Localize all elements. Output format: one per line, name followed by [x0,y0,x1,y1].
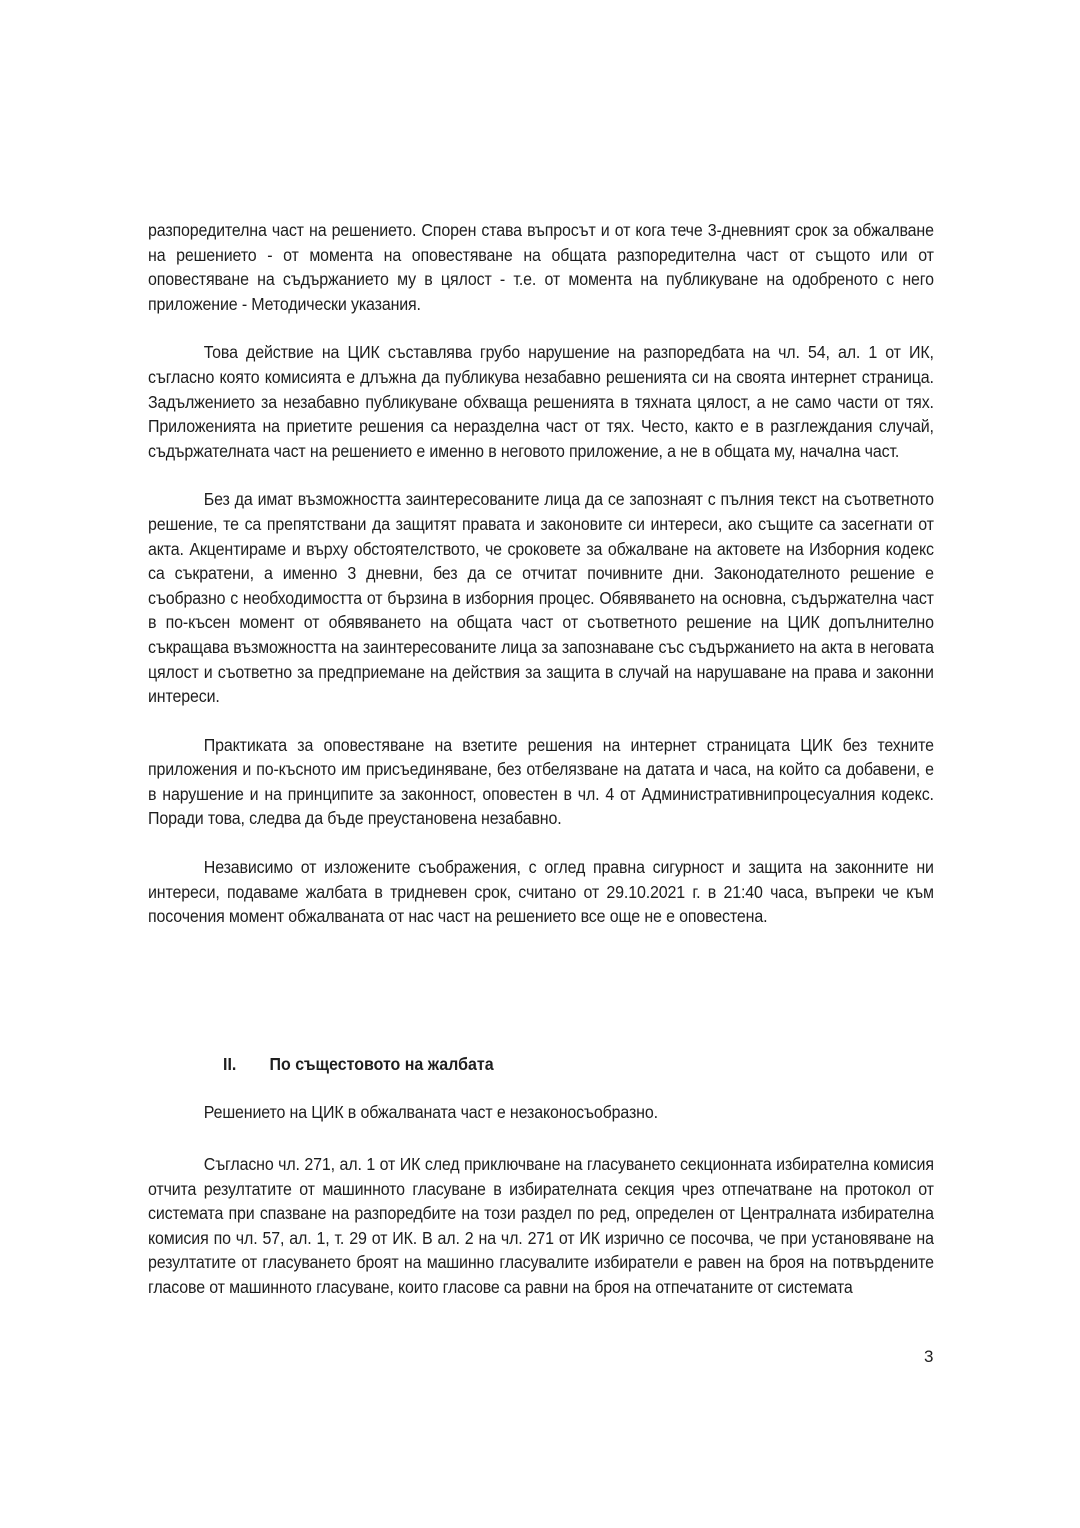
paragraph-2: Това действие на ЦИК съставлява грубо нарушение на разпоредбата на чл. 54, ал. 1 от ИК, съгласно която комисията е длъжна да публикува незабавно решенията си на своята интернет страница. Задължението за незабавно публикуване обхваща решенията в тяхната цялост, а не само части от тях. Приложенията на приетите решения са неразделна част от тях. Често, както е в разглеждания случай, съдържателната част на решението е именно в неговото приложение, а не в общата му, начална част. [148,342,934,461]
document-page [148,218,934,1297]
section-number: II. [223,1054,237,1074]
page-number: 3 [924,1347,934,1366]
paragraph-5: Независимо от изложените съображения, с оглед правна сигурност и защита на законните ни интереси, подаваме жалбата в тридневен срок, считано от 29.10.2021 г. в 21:40 часа, въпреки че към посочения момент обжалваната от нас част на решението все още не е оповестена. [148,857,934,927]
section-title: По същестовото на жалбата [269,1054,494,1074]
paragraph-3: Без да имат възможността заинтересованите лица да се запознаят с пълния текст на съответното решение, те са препятствани да защитят правата и законовите си интереси, ако същите са засегнати от акта. Акцентираме и върху обстоятелството, че сроковете за обжалване на актовете на Изборния кодекс са съкратени, а именно 3 дневни, без да се отчитат почивните дни. Законодателното решение е съобразно с необходимостта от бързина в изборния процес. Обявяването на основна, съдържателна част в по-късен момент от обявяването на общата част от съответното решение на ЦИК допълнително съкращава възможността на заинтересованите лица за запознаване със съдържанието на акта в неговата цялост и съответно за предприемане на действия за защита в случай на нарушаване на права и законни интереси. [148,489,934,707]
section-heading [223,1052,494,1076]
paragraph-4: Практиката за оповестяване на взетите решения на интернет страницата ЦИК без техните приложения и по-късното им присъединяване, без отбелязване на датата и часа, на който са добавени, е в нарушение и на принципите за законност, оповестен в чл. 4 от Административнипроцесуалния кодекс. Поради това, следва да бъде преустановена незабавно. [148,734,934,829]
paragraph-6: Решението на ЦИК в обжалваната част е незаконосъобразно. [203,1102,658,1122]
paragraph-7: Съгласно чл. 271, ал. 1 от ИК след приключване на гласуването секционната избирателна комисия отчита резултатите от машинното гласуване в избирателната секция чрез отпечатване на протокол от системата при спазване на разпоредбите на този раздел по ред, определен от Централната избирателна комисия по чл. 57, ал. 1, т. 29 от ИК. В ал. 2 на чл. 271 от ИК изрично се посочва, че при установяване на резултатите от гласуването броят на машинно гласувалите избиратели е равен на броя на потвърдените гласове от машинното гласуване, които гласове са равни на броя на отпечатаните от системата [148,1154,934,1297]
paragraph-1: разпоредителна част на решението. Спорен става въпросът и от кога тече 3-дневният срок за обжалване на решението - от момента на оповестяване на общата разпоредителна част от същото или от оповестяване на съдържанието му в цялост - т.е. от момента на публикуване на одобреното с него приложение - Методически указания. [148,220,934,314]
